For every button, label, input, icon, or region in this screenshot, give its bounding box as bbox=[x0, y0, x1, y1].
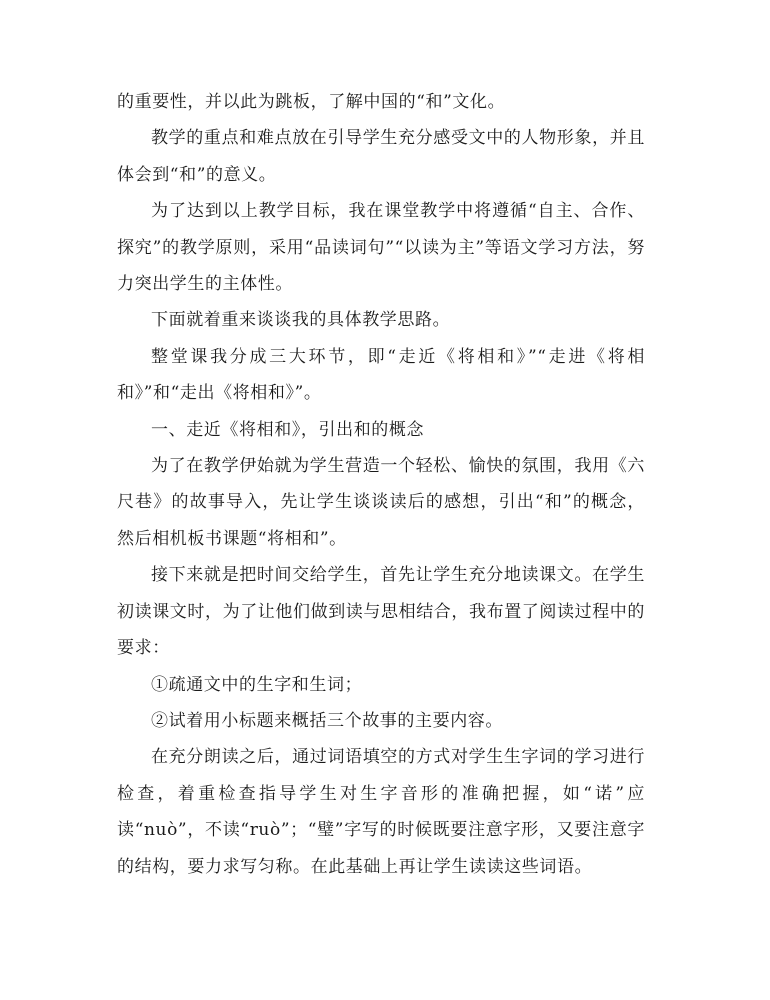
list-item-2: ②试着用小标题来概括三个故事的主要内容。 bbox=[151, 710, 503, 731]
paragraph-7: 为了在教学伊始就为学生营造一个轻松、愉快的氛围，我用《六尺巷》的故事导入，先让学生谈谈读后的感想，引出“和”的概念，然后相机板书课题“将相和”。 bbox=[117, 456, 645, 549]
document-page bbox=[117, 84, 645, 885]
paragraph-4: 下面就着重来谈谈我的具体教学思路。 bbox=[151, 310, 451, 331]
paragraph-2: 教学的重点和难点放在引导学生充分感受文中的人物形象，并且体会到“和”的意义。 bbox=[117, 128, 645, 185]
paragraph-11: 在充分朗读之后，通过词语填空的方式对学生生字词的学习进行检查，着重检查指导学生对生字音形的准确把握，如“诺”应读“nuò”，不读“ruò”；“璧”字写的时候既要注意字形，又要注意字的结构，要力求写匀称。在此基础上再让学生读读这些词语。 bbox=[117, 747, 645, 877]
paragraph-1: 的重要性，并以此为跳板，了解中国的“和”文化。 bbox=[117, 92, 506, 112]
paragraph-5: 整堂课我分成三大环节，即“走近《将相和》”“走进《将相和》”和“走出《将相和》”。 bbox=[117, 346, 645, 404]
section-heading: 一、走近《将相和》，引出和的概念 bbox=[151, 419, 425, 440]
paragraph-3: 为了达到以上教学目标，我在课堂教学中将遵循“自主、合作、探究”的教学原则，采用“品读词句”“以读为主”等语文学习方法，努力突出学生的主体性。 bbox=[117, 201, 645, 295]
paragraph-8: 接下来就是把时间交给学生，首先让学生充分地读课文。在学生初读课文时，为了让他们做到读与思相结合，我布置了阅读过程中的要求： bbox=[117, 565, 645, 659]
list-item-1: ①疏通文中的生字和生词； bbox=[151, 674, 363, 695]
